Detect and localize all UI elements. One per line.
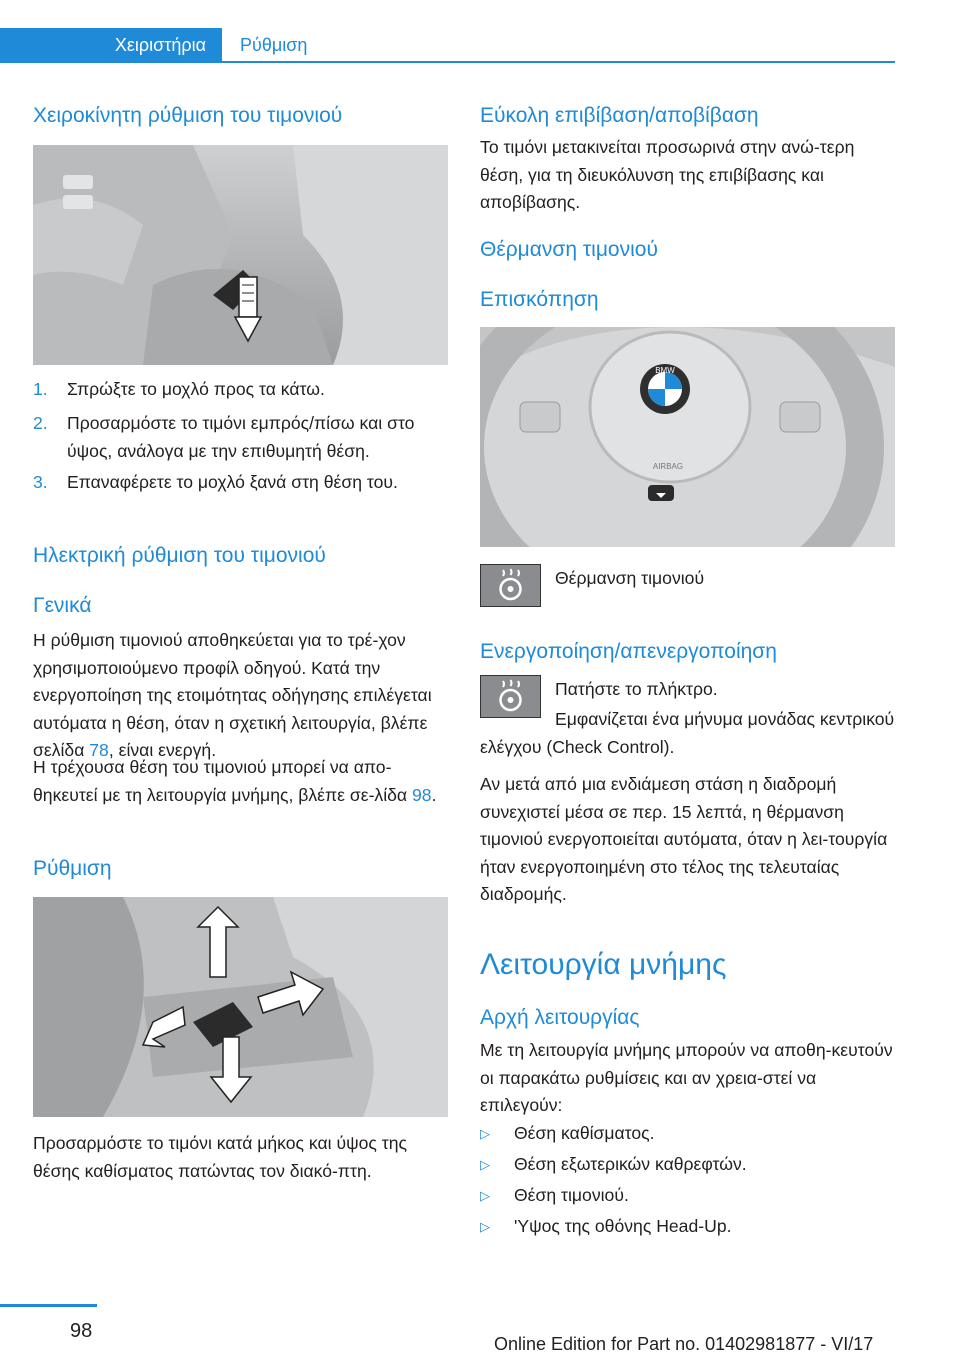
airbag-label: AIRBAG (652, 462, 684, 471)
principle-heading: Αρχή λειτουργίας (480, 1006, 640, 1029)
easy-entry-paragraph: Το τιμόνι μετακινείται προσωρινά στην ανώ-τερη θέση, για τη διευκόλυνση της επιβίβασης και αποβίβασης. (480, 137, 855, 212)
page-link-98[interactable]: 98 (412, 784, 432, 805)
principle-paragraph: Με τη λειτουργία μνήμης μπορούν να αποθη-κευτούν οι παρακάτω ρυθμίσεις και αν χρεια-στεί να επιλεγούν: (480, 1040, 893, 1115)
tab-adjustment[interactable]: Ρύθμιση (240, 35, 308, 55)
bullet-triangle-icon: ▷ (480, 1157, 490, 1172)
list-item: ▷ Θέση τιμονιού. (480, 1182, 895, 1210)
electric-adjust-heading: Ηλεκτρική ρύθμιση του τιμονιού (33, 544, 326, 567)
step-number: 2. (33, 413, 48, 433)
general-paragraph-1: Η ρύθμιση τιμονιού αποθηκεύεται για το τρέ-χον χρησιμοποιούμενο προφίλ οδηγού. Κατά την ενεργοποίηση της ετοιμότητας οδήγησης επιλέγεται αυτόματα η θέση, όταν η σχετική λειτουργία, βλέπε σελίδα 78, είναι ενεργή. (33, 630, 432, 760)
page-number: 98 (70, 1320, 93, 1342)
adjustment-heading: Ρύθμιση (33, 857, 112, 880)
bullet-triangle-icon: ▷ (480, 1188, 490, 1203)
on-off-heading: Ενεργοποίηση/απενεργοποίηση (480, 640, 777, 663)
step-item (33, 376, 448, 404)
footer-rule (0, 1304, 97, 1307)
bullet-triangle-icon: ▷ (480, 1126, 490, 1141)
steering-lever-photo (33, 145, 448, 365)
step-text: Σπρώξτε το μοχλό προς τα κάτω. (67, 379, 325, 399)
memory-function-heading: Λειτουργία μνήμης (480, 948, 727, 981)
check-control-text: Εμφανίζεται ένα μήνυμα μονάδας κεντρικού ελέγχου (Check Control). (480, 709, 895, 757)
general-paragraph-2: Η τρέχουσα θέση του τιμονιού μπορεί να απο-θηκευτεί με τη λειτουργία μνήμης, βλέπε σε-λίδα 98. (33, 757, 437, 805)
bmw-logo-text: BMW (655, 366, 675, 375)
steering-switch-photo (33, 897, 448, 1117)
auto-heating-paragraph: Αν μετά από μια ενδιάμεση στάση η διαδρομή συνεχιστεί μέσα σε περ. 15 λεπτά, η θέρμανση τιμονιού ενεργοποιείται αυτόματα, όταν η λει-τουργία ήταν ενεργοποιημένη στο τέλος της τελευταίας διαδρομής. (480, 774, 888, 904)
step-text: Προσαρμόστε το τιμόνι εμπρός/πίσω και στο ύψος, ανάλογα με την επιθυμητή θέση. (67, 413, 415, 461)
heating-icon-caption: Θέρμανση τιμονιού (555, 568, 705, 588)
overview-heading: Επισκόπηση (480, 288, 599, 311)
steering-wheel-photo (480, 327, 895, 547)
step-item (33, 410, 448, 466)
tab-controls[interactable]: Χειριστήρια (0, 28, 222, 63)
step-number: 3. (33, 472, 48, 492)
step-item (33, 469, 448, 525)
edition-text: Online Edition for Part no. 01402981877 - VI/17 (494, 1334, 874, 1354)
header-rule (0, 61, 895, 63)
general-heading: Γενικά (33, 594, 92, 617)
page-link-78[interactable]: 78 (89, 740, 109, 760)
list-item: ▷ Θέση καθίσματος. (480, 1120, 895, 1148)
press-button-text: Πατήστε το πλήκτρο. (555, 679, 718, 699)
manual-adjust-heading: Χειροκίνητη ρύθμιση του τιμονιού (33, 104, 343, 127)
list-item: ▷ Θέση εξωτερικών καθρεφτών. (480, 1151, 895, 1179)
list-item: ▷ 'Υψος της οθόνης Head-Up. (480, 1213, 895, 1241)
bullet-triangle-icon: ▷ (480, 1219, 490, 1234)
heating-heading: Θέρμανση τιμονιού (480, 238, 658, 261)
easy-entry-heading: Εύκολη επιβίβαση/αποβίβαση (480, 104, 759, 127)
step-number: 1. (33, 379, 48, 399)
page-header (0, 0, 960, 64)
step-text: Επαναφέρετε το μοχλό ξανά στη θέση του. (67, 472, 398, 492)
steering-heating-icon (480, 564, 541, 607)
adjustment-paragraph: Προσαρμόστε το τιμόνι κατά μήκος και ύψος της θέσης καθίσματος πατώντας τον διακό-πτη. (33, 1133, 407, 1181)
